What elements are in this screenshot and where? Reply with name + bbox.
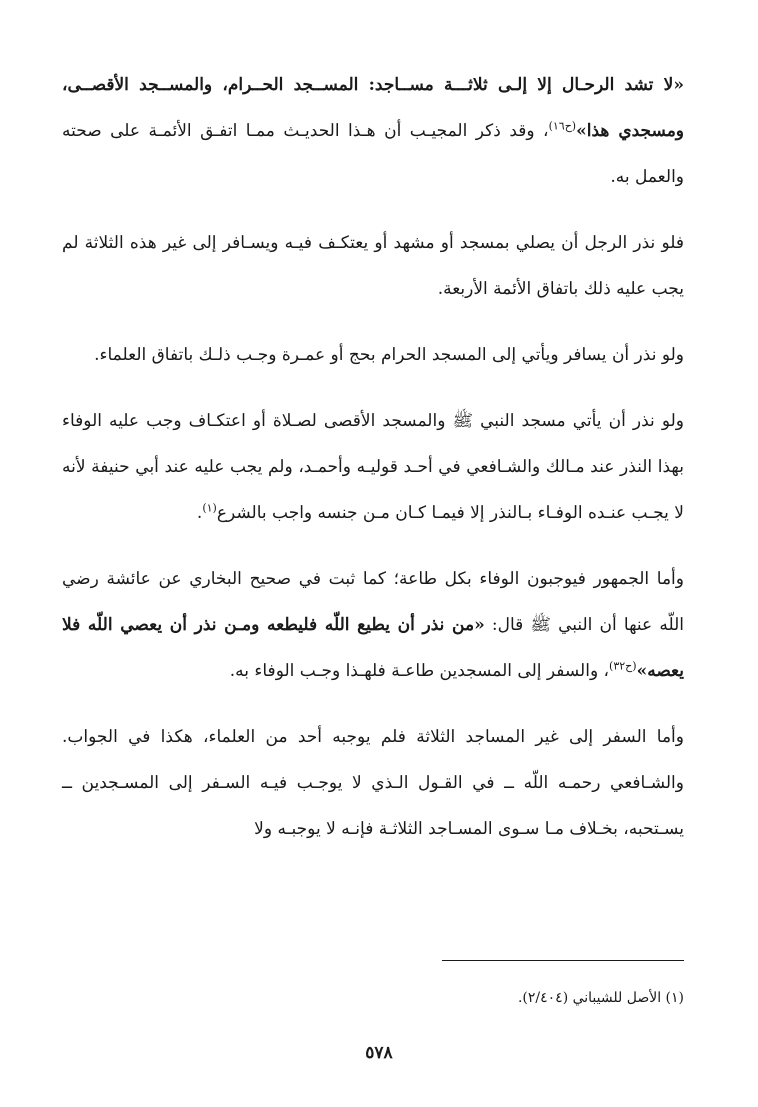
hadith-quote: «لا تشد الرحـال إلا إلـى ثلاثـــة مســاجد: المســجد الحــرام، والمســجد الأقصــى، ومسجدي هذا» [62, 75, 685, 141]
paragraph-text: وأما السفر إلى غير المساجد الثلاثة فلم يوجبه أحد من العلماء، هكذا في الجواب. والشـافعي رحمـه اللّه ــ في القـول الـذي لا يوجـب فيـه السـفر إلى المسـجدين ــ يسـتحبه، بخـلاف مـا سـوى المسـاجد الثلاثـة فإنـه لا يوجبـه ولا [62, 727, 684, 839]
paragraph-text: وأما الجمهور فيوجبون الوفاء بكل طاعة؛ كما ثبت في صحيح البخاري عن عائشة رضي اللّه عنها أن النبي ﷺ قال: [62, 569, 684, 635]
hadith-quote: «من نذر أن يطيع اللّه فليطعه ومـن نذر أن يعصي اللّه فلا يعصه» [62, 615, 684, 681]
paragraph-6 [62, 714, 684, 852]
paragraph-text: فلو نذر الرجل أن يصلي بمسجد أو مشهد أو يعتكـف فيـه ويسـافر إلى غير هذه الثلاثة لم يجب عليه ذلك باتفاق الأئمة الأربعة. [62, 233, 684, 299]
footnote: (١) الأصل للشيباني (٢/٤٠٤). [517, 990, 684, 1006]
page-body [62, 62, 684, 872]
paragraph-text-end: . [196, 503, 203, 523]
paragraph-2 [62, 220, 684, 312]
page-number: ٥٧٨ [365, 1043, 393, 1063]
paragraph-3 [62, 332, 684, 378]
paragraph-text: ولو نذر أن يأتي مسجد النبي ﷺ والمسجد الأقصى لصـلاة أو اعتكـاف وجب عليه الوفاء بهذا النذر عند مـالك والشـافعي في أحـد قوليـه وأحمـد، ولم يجب عليه عند أبي حنيفة لأنه لا يجـب عنـده الوفـاء بـالنذر إلا فيمـا كـان مـن جنسه واجب بالشرع [62, 411, 684, 523]
paragraph-4 [62, 398, 684, 536]
reference-mark: (ح٣٢) [609, 659, 637, 673]
paragraph-text: ، وقد ذكر المجيـب أن هـذا الحديـث ممـا اتفـق الأئمـة على صحته والعمل به. [62, 121, 684, 187]
paragraph-text-end: ، والسفر إلى المسجدين طاعـة فلهـذا وجـب الوفاء به. [229, 661, 610, 681]
paragraph-1 [62, 62, 684, 200]
paragraph-5 [62, 556, 684, 694]
footnote-mark: (١) [202, 501, 217, 515]
paragraph-text: ولو نذر أن يسافر ويأتي إلى المسجد الحرام بحج أو عمـرة وجـب ذلـك باتفاق العلماء. [94, 345, 684, 365]
reference-mark: (ح١٦) [548, 119, 577, 133]
footnote-divider [442, 960, 684, 961]
